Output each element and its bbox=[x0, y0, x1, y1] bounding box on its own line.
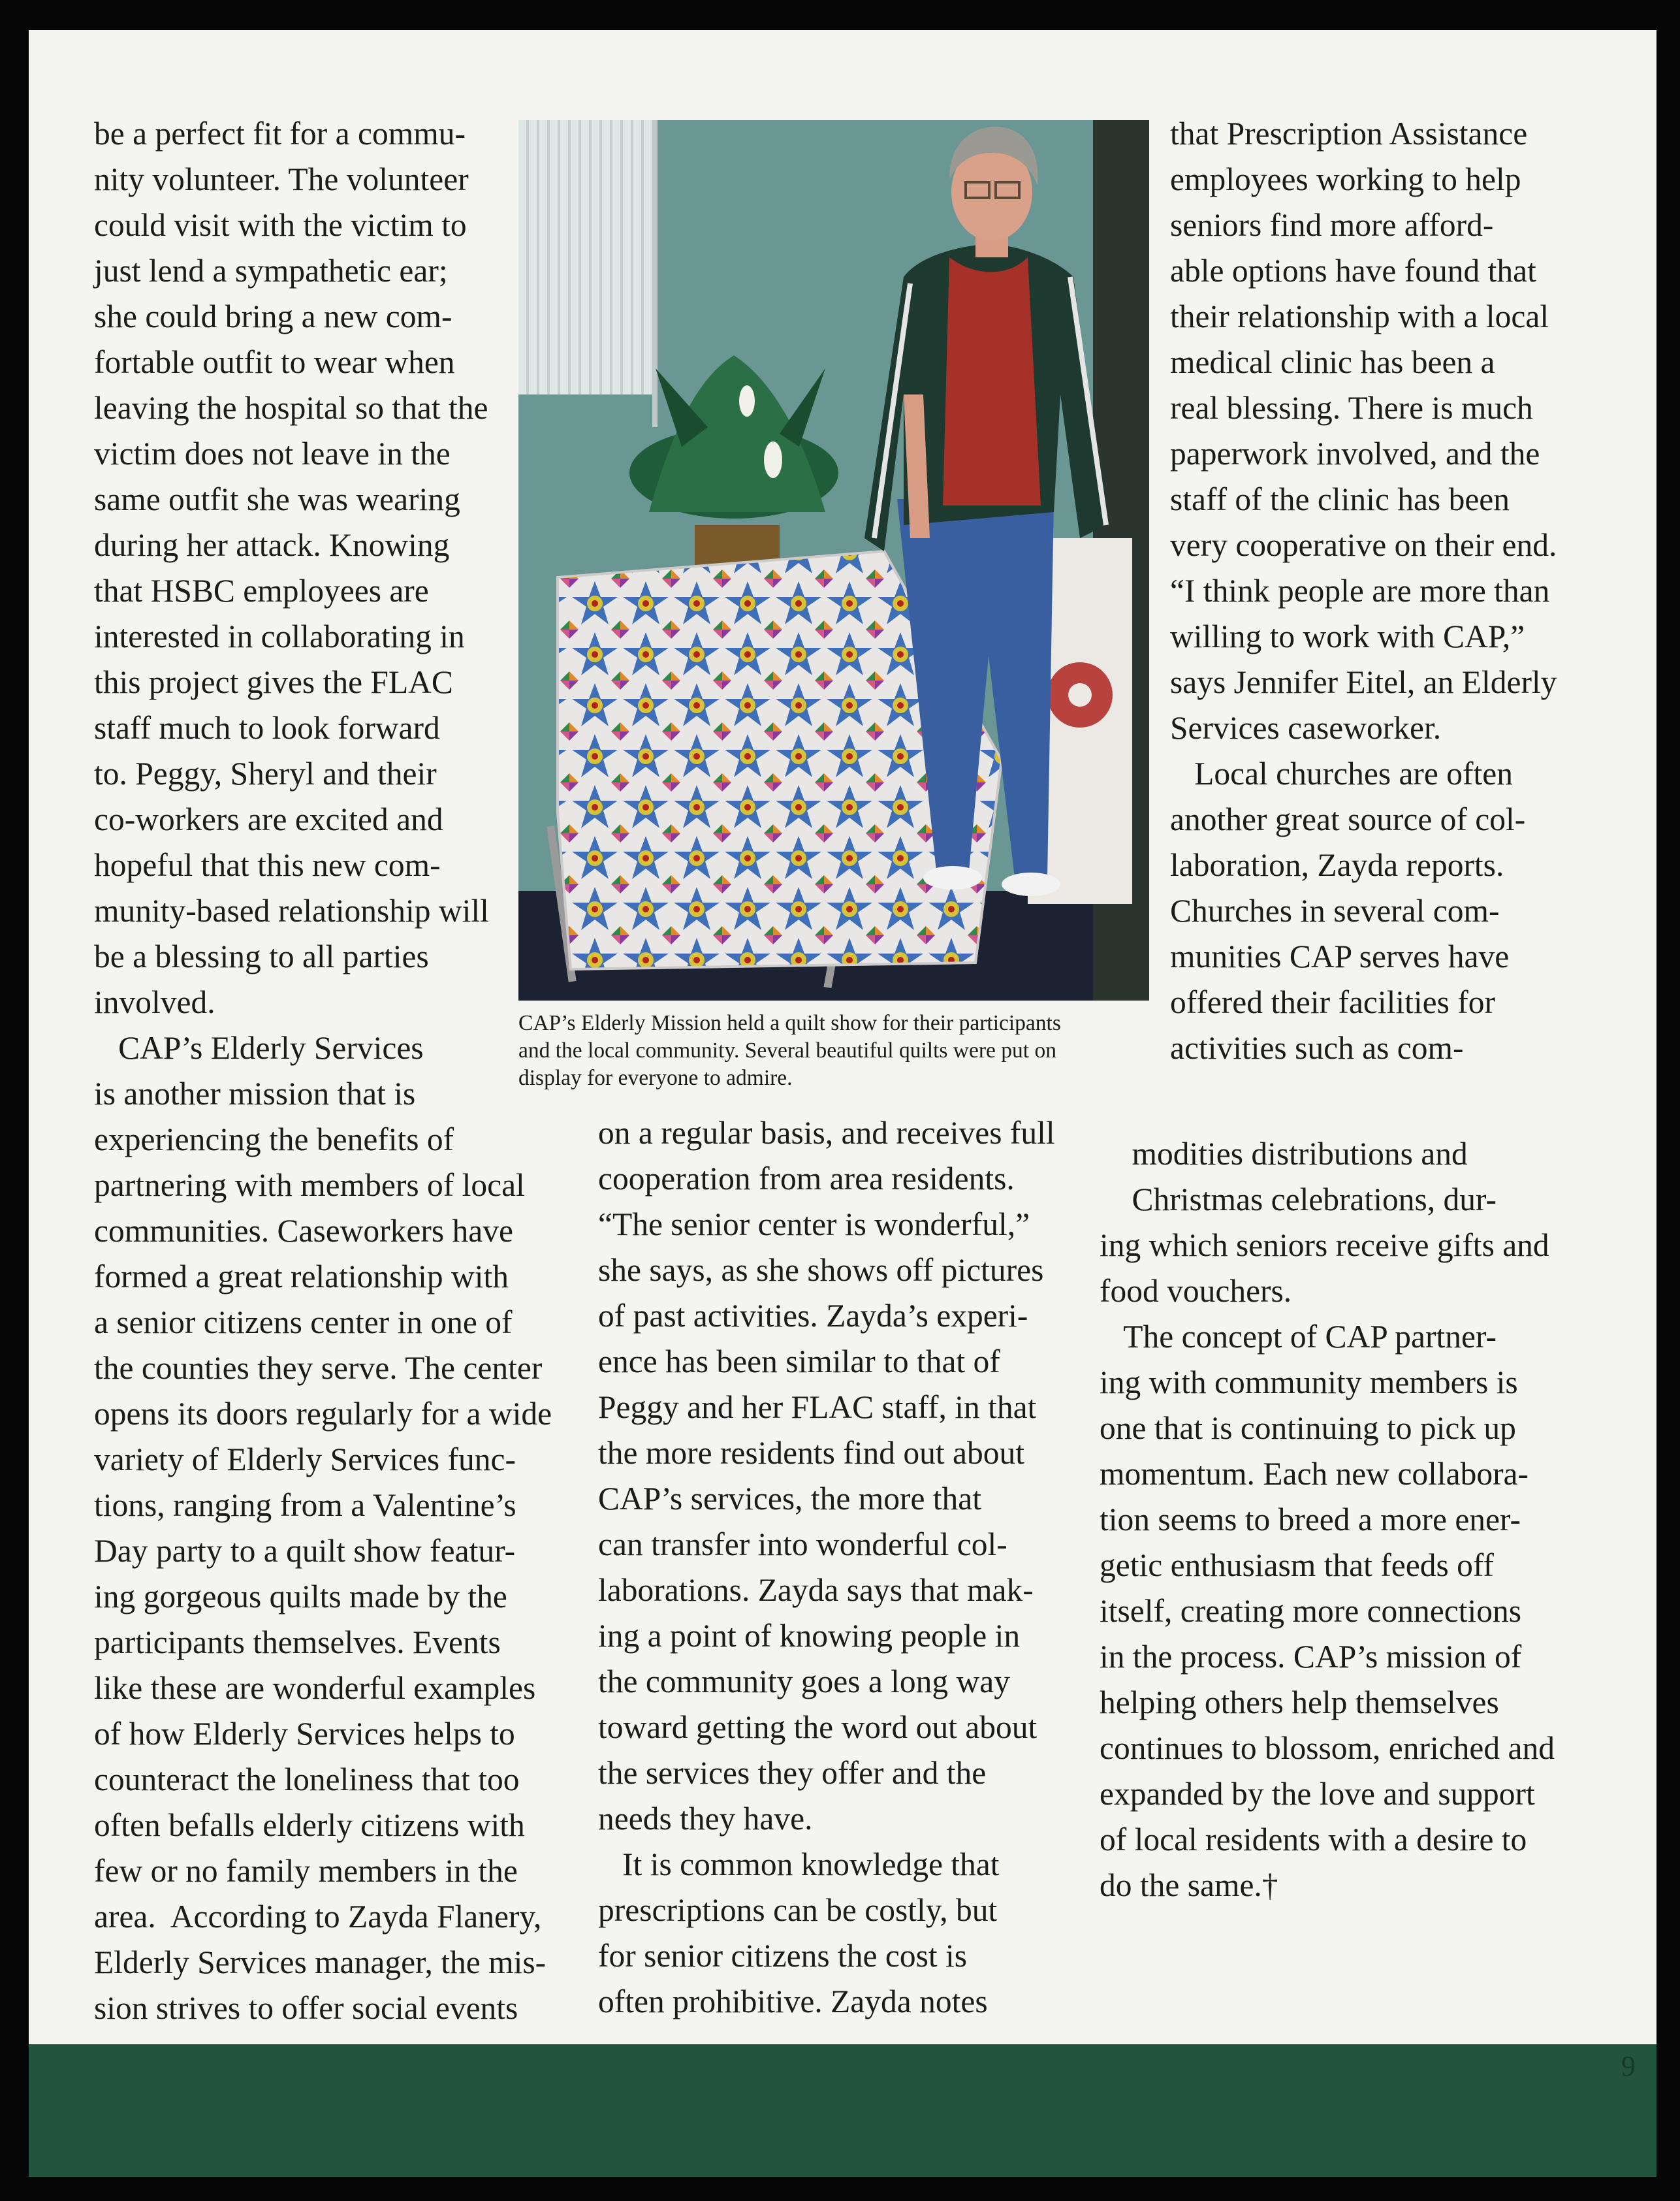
column1-line: participants themselves. Events bbox=[94, 1624, 501, 1660]
article-column-1 bbox=[94, 111, 552, 2031]
column2-line: ing a point of knowing people in bbox=[598, 1618, 1021, 1654]
column2-line: she says, as she shows off pictures bbox=[598, 1252, 1044, 1288]
column2-line: Peggy and her FLAC staff, in that bbox=[598, 1389, 1037, 1425]
column3-top-line: able options have found that bbox=[1170, 253, 1536, 289]
column3-top-line: real blessing. There is much bbox=[1170, 390, 1533, 426]
column1-line: victim does not leave in the bbox=[94, 436, 451, 472]
column1-line: co-workers are excited and bbox=[94, 801, 443, 837]
column1-line: during her attack. Knowing bbox=[94, 527, 450, 563]
page bbox=[29, 30, 1656, 2177]
column3-bottom-line: itself, creating more connections bbox=[1100, 1593, 1522, 1629]
page-number: 9 bbox=[1621, 2050, 1636, 2082]
column1-line: experiencing the benefits of bbox=[94, 1121, 454, 1157]
column1-line: opens its doors regularly for a wide bbox=[94, 1396, 552, 1432]
column1-line: partnering with members of local bbox=[94, 1167, 525, 1203]
column1-line: she could bring a new com- bbox=[94, 298, 452, 334]
column2-line: cooperation from area residents. bbox=[598, 1161, 1015, 1197]
column1-line: of how Elderly Services helps to bbox=[94, 1716, 515, 1752]
column1-line: Day party to a quilt show featur- bbox=[94, 1533, 516, 1569]
column1-line: fortable outfit to wear when bbox=[94, 344, 455, 380]
column3-bottom-line: expanded by the love and support bbox=[1100, 1776, 1535, 1812]
column3-bottom-line: of local residents with a desire to bbox=[1100, 1822, 1527, 1857]
column3-bottom-line: ing which seniors receive gifts and bbox=[1100, 1227, 1549, 1263]
column2-line: prescriptions can be costly, but bbox=[598, 1892, 998, 1928]
column1-line: like these are wonderful examples bbox=[94, 1670, 536, 1706]
column1-line: few or no family members in the bbox=[94, 1853, 518, 1889]
column3-top-line: offered their facilities for bbox=[1170, 984, 1495, 1020]
column1-line: just lend a sympathetic ear; bbox=[94, 253, 448, 289]
column3-top-line: very cooperative on their end. bbox=[1170, 527, 1557, 563]
column2-line: of past activities. Zayda’s experi- bbox=[598, 1298, 1028, 1334]
column1-line: often befalls elderly citizens with bbox=[94, 1807, 525, 1843]
column1-line: nity volunteer. The volunteer bbox=[94, 161, 469, 197]
column2-line: the more residents find out about bbox=[598, 1435, 1024, 1471]
column3-top-line: medical clinic has been a bbox=[1170, 344, 1495, 380]
column3-bottom-line: in the process. CAP’s mission of bbox=[1100, 1639, 1522, 1675]
column1-line: that HSBC employees are bbox=[94, 573, 429, 609]
quilt-show-photo bbox=[518, 120, 1149, 1001]
column3-top-line: says Jennifer Eitel, an Elderly bbox=[1170, 664, 1557, 700]
column1-line: sion strives to offer social events bbox=[94, 1990, 518, 2026]
column3-top-line: activities such as com- bbox=[1170, 1030, 1464, 1066]
column3-top-line: paperwork involved, and the bbox=[1170, 436, 1540, 472]
caption-line: and the local community. Several beautiful quilts were put on bbox=[518, 1038, 1056, 1063]
column3-top-line: seniors find more afford- bbox=[1170, 207, 1494, 243]
column1-line: is another mission that is bbox=[94, 1076, 416, 1112]
column1-line: communities. Caseworkers have bbox=[94, 1213, 513, 1249]
column1-line: the counties they serve. The center bbox=[94, 1350, 543, 1386]
column1-line: formed a great relationship with bbox=[94, 1259, 509, 1294]
column3-bottom-line: food vouchers. bbox=[1100, 1273, 1292, 1309]
column3-top-line: laboration, Zayda reports. bbox=[1170, 847, 1504, 883]
column3-top-line: that Prescription Assistance bbox=[1170, 116, 1528, 152]
photo-caption bbox=[518, 1010, 1171, 1092]
column3-bottom-line: tion seems to breed a more ener- bbox=[1100, 1502, 1521, 1537]
column1-line: be a blessing to all parties bbox=[94, 939, 429, 974]
column2-line: laborations. Zayda says that mak- bbox=[598, 1572, 1034, 1608]
column3-top-line: willing to work with CAP,” bbox=[1170, 619, 1525, 654]
caption-line: display for everyone to admire. bbox=[518, 1066, 793, 1090]
column1-line: Elderly Services manager, the mis- bbox=[94, 1944, 547, 1980]
column2-line: It is common knowledge that bbox=[598, 1846, 1000, 1882]
column3-bottom-line: modities distributions and bbox=[1100, 1136, 1468, 1172]
column3-bottom-line: ing with community members is bbox=[1100, 1364, 1518, 1400]
column3-bottom-line: continues to blossom, enriched and bbox=[1100, 1730, 1555, 1766]
column3-top-line: Local churches are often bbox=[1170, 756, 1513, 792]
column1-line: hopeful that this new com- bbox=[94, 847, 441, 883]
column3-bottom-line: helping others help themselves bbox=[1100, 1684, 1499, 1720]
column1-line: staff much to look forward bbox=[94, 710, 440, 746]
column1-line: ing gorgeous quilts made by the bbox=[94, 1579, 507, 1615]
column1-line: leaving the hospital so that the bbox=[94, 390, 488, 426]
column1-line: area. According to Zayda Flanery, bbox=[94, 1899, 542, 1935]
column2-line: the services they offer and the bbox=[598, 1755, 987, 1791]
column1-line: could visit with the victim to bbox=[94, 207, 467, 243]
column2-line: CAP’s services, the more that bbox=[598, 1481, 982, 1517]
column3-top-line: employees working to help bbox=[1170, 161, 1521, 197]
column1-line: a senior citizens center in one of bbox=[94, 1304, 513, 1340]
column1-line: to. Peggy, Sheryl and their bbox=[94, 756, 437, 792]
column3-top-line: Services caseworker. bbox=[1170, 710, 1442, 746]
column3-bottom-line: getic enthusiasm that feeds off bbox=[1100, 1547, 1494, 1583]
column1-line: be a perfect fit for a commu- bbox=[94, 116, 466, 152]
column1-line: same outfit she was wearing bbox=[94, 481, 460, 517]
column1-line: CAP’s Elderly Services bbox=[94, 1030, 424, 1066]
column3-top-line: their relationship with a local bbox=[1170, 298, 1549, 334]
column1-line: involved. bbox=[94, 984, 215, 1020]
column1-line: munity-based relationship will bbox=[94, 893, 489, 929]
column2-line: “The senior center is wonderful,” bbox=[598, 1206, 1030, 1242]
column2-line: for senior citizens the cost is bbox=[598, 1938, 967, 1974]
column2-line: ence has been similar to that of bbox=[598, 1343, 1000, 1379]
column2-line: often prohibitive. Zayda notes bbox=[598, 1984, 988, 2019]
column1-line: this project gives the FLAC bbox=[94, 664, 453, 700]
column3-bottom-line: momentum. Each new collabora- bbox=[1100, 1456, 1529, 1492]
column2-line: the community goes a long way bbox=[598, 1663, 1011, 1699]
column3-top-line: another great source of col- bbox=[1170, 801, 1526, 837]
column3-bottom-line: do the same.† bbox=[1100, 1867, 1278, 1903]
column2-line: toward getting the word out about bbox=[598, 1709, 1038, 1745]
caption-line: CAP’s Elderly Mission held a quilt show for their participants bbox=[518, 1011, 1061, 1035]
column2-line: needs they have. bbox=[598, 1801, 813, 1837]
column1-line: tions, ranging from a Valentine’s bbox=[94, 1487, 516, 1523]
column3-bottom-line: one that is continuing to pick up bbox=[1100, 1410, 1516, 1446]
column1-line: interested in collaborating in bbox=[94, 619, 465, 654]
column2-line: can transfer into wonderful col- bbox=[598, 1526, 1007, 1562]
column3-top-line: munities CAP serves have bbox=[1170, 939, 1510, 974]
footer-band bbox=[29, 2044, 1656, 2177]
column1-line: variety of Elderly Services func- bbox=[94, 1441, 516, 1477]
column3-top-line: Churches in several com- bbox=[1170, 893, 1500, 929]
photo-illustration bbox=[518, 120, 1149, 1001]
column1-line: counteract the loneliness that too bbox=[94, 1761, 520, 1797]
column3-top-line: “I think people are more than bbox=[1170, 573, 1550, 609]
article-column-3-bottom bbox=[1100, 1131, 1555, 1908]
column3-top-line: staff of the clinic has been bbox=[1170, 481, 1510, 517]
column2-line: on a regular basis, and receives full bbox=[598, 1115, 1055, 1151]
article-column-3-top bbox=[1170, 111, 1557, 1071]
column3-bottom-line: Christmas celebrations, dur- bbox=[1100, 1181, 1497, 1217]
article-column-2 bbox=[598, 1110, 1055, 2025]
column3-bottom-line: The concept of CAP partner- bbox=[1100, 1319, 1497, 1355]
